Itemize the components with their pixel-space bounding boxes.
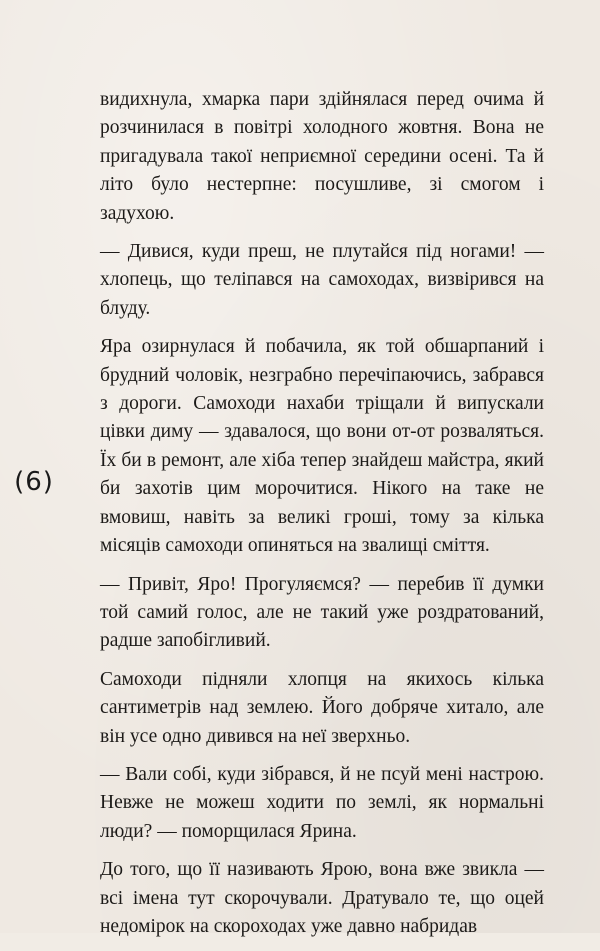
paragraph-5: Самоходи підняли хлопця на якихось кілька сантиметрів над землею. Його добряче хитало, але він усе одно дивився на неї зверхньо. xyxy=(100,668,544,747)
paragraph-7: До того, що її називають Ярою, вона вже звикла — всі імена тут скорочували. Дратувало те, що оцей недомірок на скороходах уже давно набридав xyxy=(100,859,544,937)
page-number: (6) xyxy=(14,467,54,497)
body-text xyxy=(100,86,544,951)
paragraph-6: — Вали собі, куди зібрався, й не псуй мені настрою. Невже не можеш ходити по землі, як нормальні люди? — поморщилася Ярина. xyxy=(100,763,544,842)
paragraph-3: Яра озирнулася й побачила, як той обшарпаний і брудний чоловік, незграбно перечіпаючись, забрався з дороги. Самоходи нахаби тріщали й випускали цівки диму — здавалося, що вони от-от розваляться. Їх би в ремонт, але хіба тепер знайдеш майстра, який би захотів цим морочитися. Нікого на таке не вмовиш, навіть за великі гроші, тому за кілька місяців самоходи опиняться на звалищі сміття. xyxy=(100,336,544,557)
paragraph-2: — Дивися, куди преш, не плутайся під ногами! — хлопець, що теліпався на самоходах, визвірився на блуду. xyxy=(100,241,544,319)
paragraph-4: — Привіт, Яро! Прогуляємся? — перебив її думки той самий голос, але не такий уже роздратований, радше запобігливий. xyxy=(100,573,544,652)
paragraph-1: видихнула, хмарка пари здійнялася перед очима й розчинилася в повітрі холодного жовтня. Вона не пригадувала такої неприємної середини осені. Та й літо було нестерпне: посушливе, зі смогом і задухою. xyxy=(100,89,544,224)
